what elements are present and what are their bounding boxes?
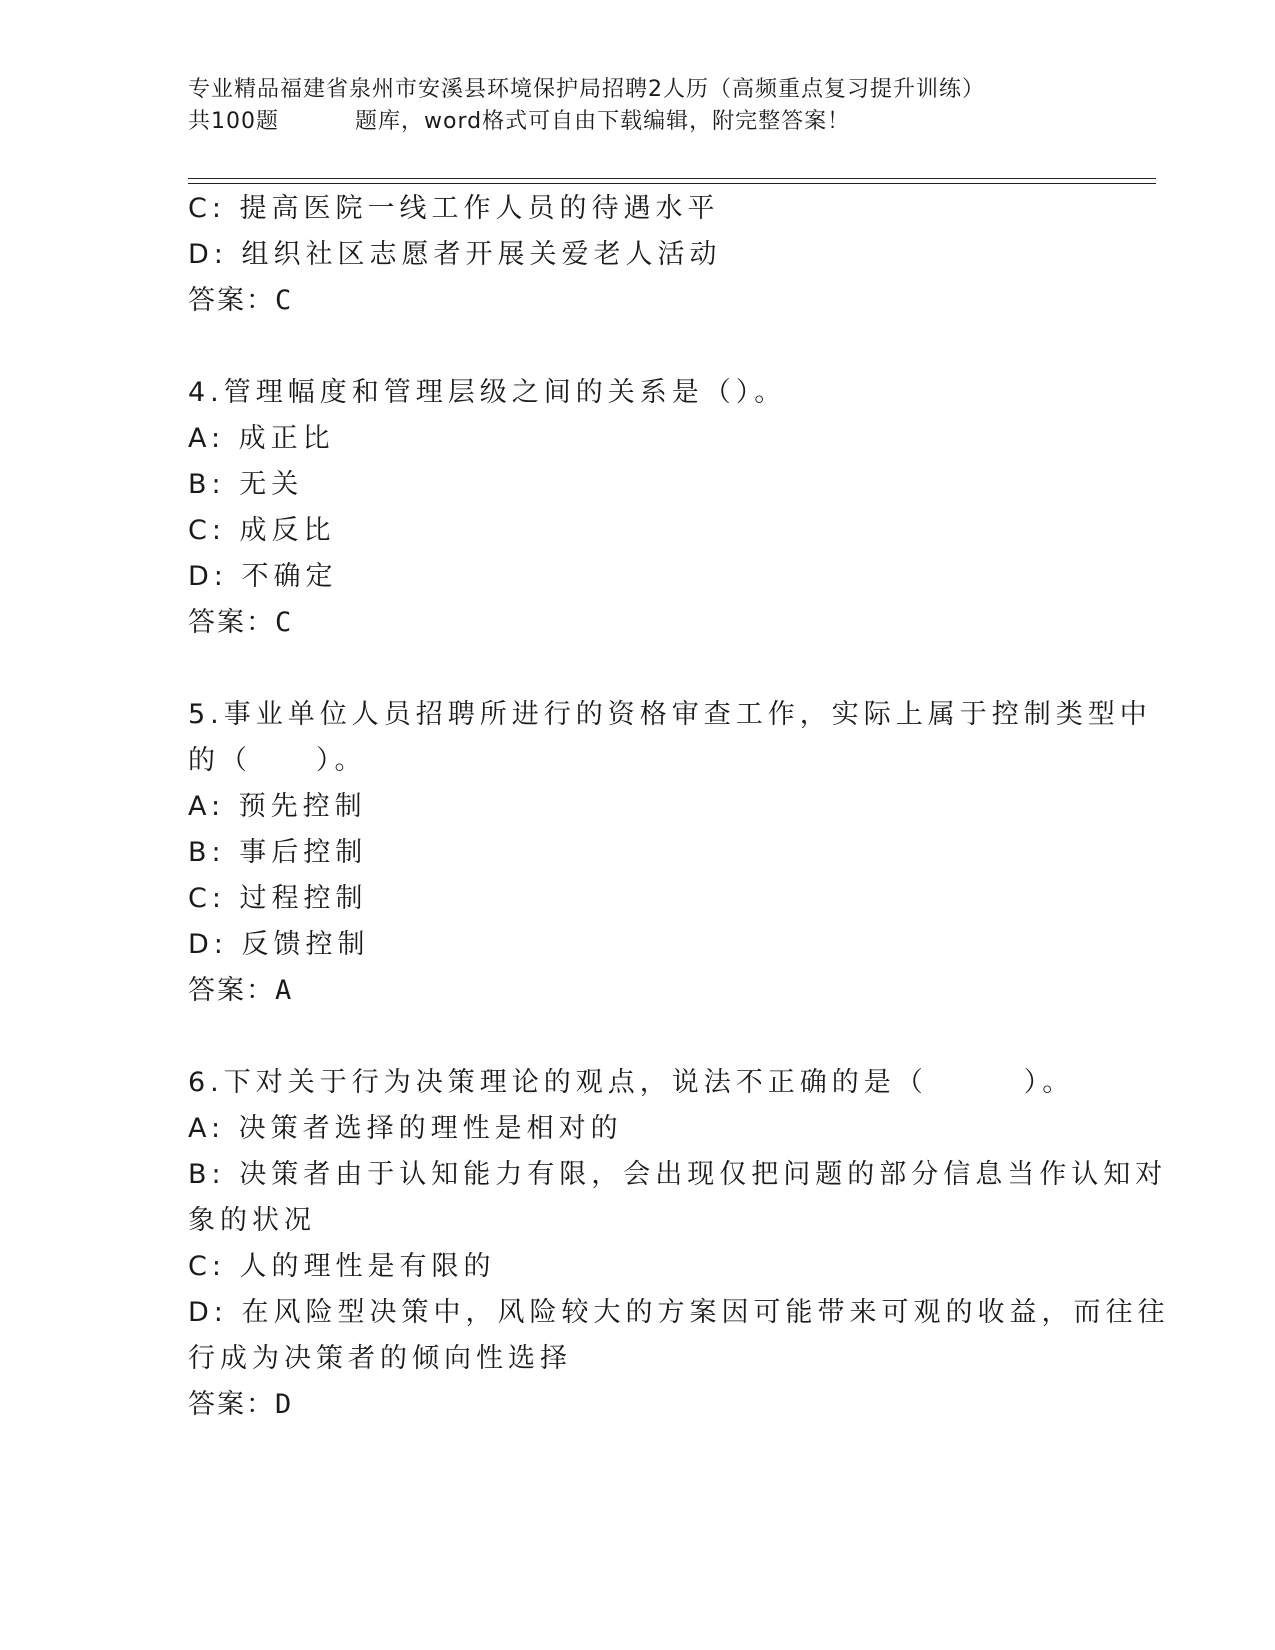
question-5 xyxy=(188,692,1152,1014)
option-d: D: 组织社区志愿者开展关爱老人活动 xyxy=(188,239,722,270)
header-divider-top xyxy=(188,178,1156,179)
option-c: C: 人的理性是有限的 xyxy=(188,1251,496,1282)
question-4 xyxy=(188,370,1068,646)
header-divider-bottom xyxy=(188,183,1156,184)
answer-value: C xyxy=(275,285,294,316)
question-stem: 6.下对关于行为决策理论的观点，说法不正确的是（ ）。 xyxy=(188,1067,1075,1098)
option-d: D: 不确定 xyxy=(188,561,338,592)
answer-value: A xyxy=(275,975,294,1006)
answer-line xyxy=(188,1382,1068,1428)
question-3-continued xyxy=(188,186,1068,324)
question-stem: 5.事业单位人员招聘所进行的资格审查工作，实际上属于控制类型中 xyxy=(188,699,1152,730)
answer-label: 答案： xyxy=(188,285,275,316)
answer-value: C xyxy=(275,607,294,638)
option-d-continued: 行成为决策者的倾向性选择 xyxy=(188,1343,572,1374)
option-d: D: 反馈控制 xyxy=(188,929,370,960)
option-a: A: 预先控制 xyxy=(188,791,367,822)
option-c: C: 提高医院一线工作人员的待遇水平 xyxy=(188,193,720,224)
answer-label: 答案： xyxy=(188,1389,275,1420)
option-b: B: 无关 xyxy=(188,469,304,500)
answer-value: D xyxy=(275,1389,294,1420)
option-c: C: 过程控制 xyxy=(188,883,368,914)
answer-line xyxy=(188,278,1068,324)
document-body xyxy=(188,186,1170,1428)
header-subtitle xyxy=(188,106,1088,138)
option-a: A: 成正比 xyxy=(188,423,335,454)
question-6 xyxy=(188,1060,1170,1428)
header-title: 专业精品福建省泉州市安溪县环境保护局招聘2人历（高频重点复习提升训练） xyxy=(188,77,985,102)
option-c: C: 成反比 xyxy=(188,515,336,546)
question-stem: 4.管理幅度和管理层级之间的关系是（）。 xyxy=(188,377,787,408)
option-d: D: 在风险型决策中，风险较大的方案因可能带来可观的收益，而往往 xyxy=(188,1297,1170,1328)
answer-line xyxy=(188,600,1068,646)
option-b-continued: 象的状况 xyxy=(188,1205,316,1236)
header-question-count: 共100题 xyxy=(188,109,279,134)
question-stem-continued: 的（ ）。 xyxy=(188,745,367,776)
answer-label: 答案： xyxy=(188,607,275,638)
answer-line xyxy=(188,968,1068,1014)
option-b: B: 事后控制 xyxy=(188,837,368,868)
option-b: B: 决策者由于认知能力有限，会出现仅把问题的部分信息当作认知对 xyxy=(188,1159,1168,1190)
option-a: A: 决策者选择的理性是相对的 xyxy=(188,1113,623,1144)
document-header xyxy=(188,74,1088,138)
header-description: 题库，word格式可自由下载编辑，附完整答案！ xyxy=(355,109,851,134)
answer-label: 答案： xyxy=(188,975,275,1006)
